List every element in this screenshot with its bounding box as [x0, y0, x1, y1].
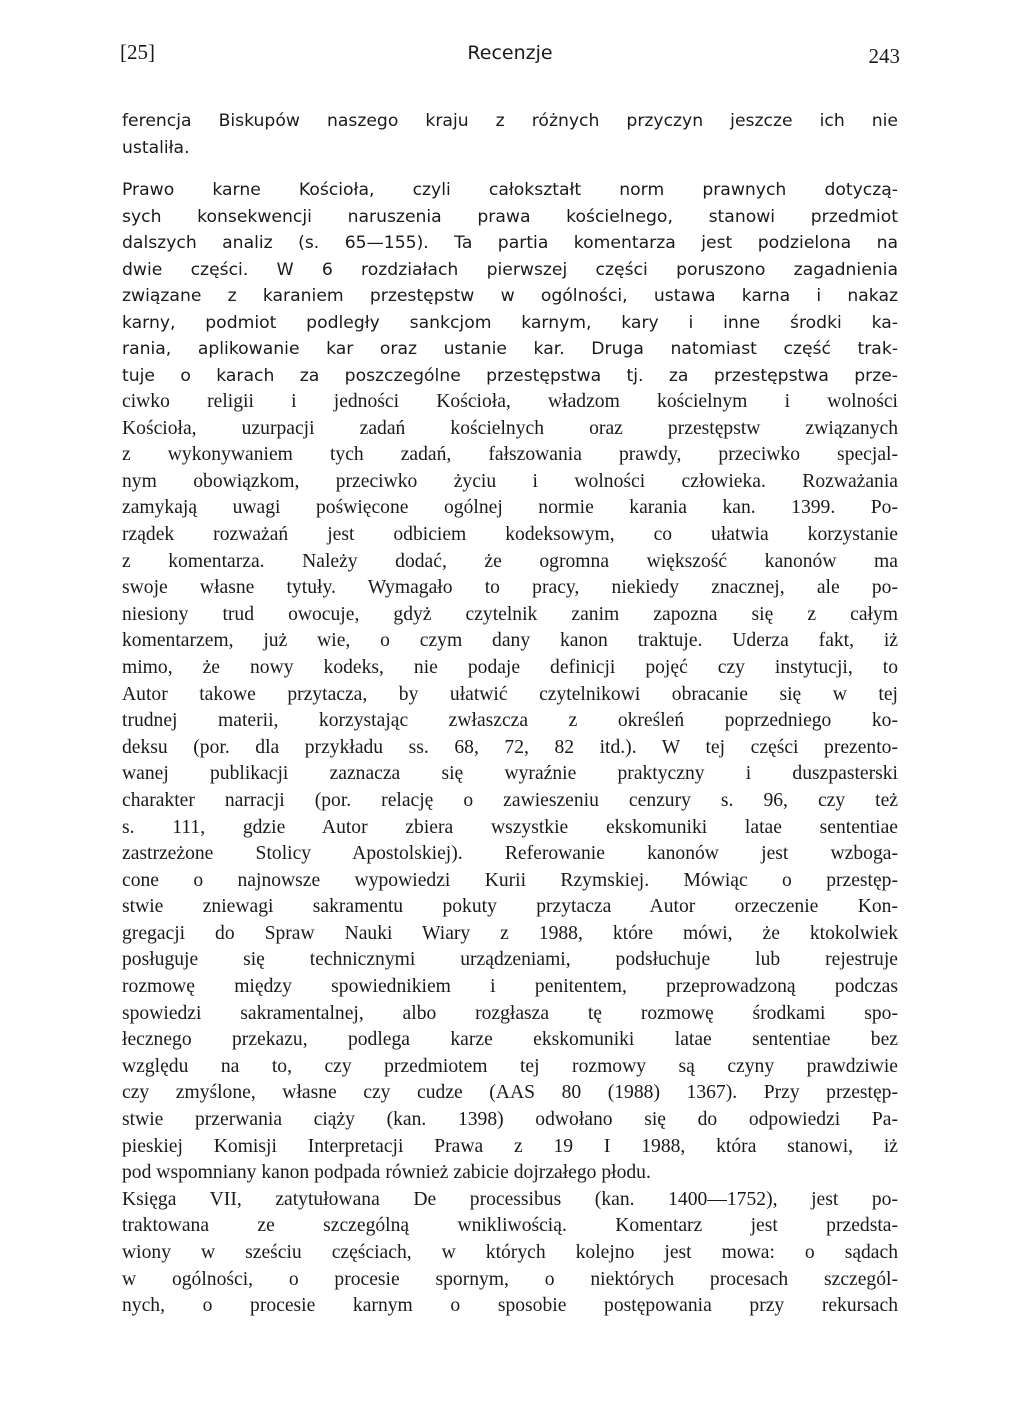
text-line: pieskiej Komisji Interpretacji Prawa z 19 I 1988, która stanowi, iż [122, 1135, 898, 1157]
text-line: gregacji do Spraw Nauki Wiary z 1988, które mówi, że ktokolwiek [122, 922, 898, 944]
text-line: dwie części. W 6 rozdziałach pierwszej części poruszono zagadnienia [122, 259, 898, 280]
text-line: charakter narracji (por. relację o zawieszeniu cenzury s. 96, czy też [122, 789, 898, 811]
text-line: pod wspomniany kanon podpada również zabicie dojrzałego płodu. [122, 1162, 651, 1184]
text-line: wiony w sześciu częściach, w których kolejno jest mowa: o sądach [122, 1242, 898, 1263]
running-title: Recenzje [467, 42, 553, 64]
text-line: trudnej materii, korzystając zwłaszcza z określeń poprzedniego ko- [122, 710, 898, 732]
text-line: ferencja Biskupów naszego kraju z różnych przyczyn jeszcze ich nie [122, 111, 898, 131]
text-line: ciwko religii i jedności Kościoła, władzom kościelnym i wolności [122, 391, 898, 412]
text-line: Kościoła, uzurpacji zadań kościelnych oraz przestępstw związanych [122, 417, 898, 439]
text-line: zastrzeżone Stolicy Apostolskiej). Referowanie kanonów jest wzboga- [122, 843, 898, 865]
text-line: rządek rozważań jest odbiciem kodeksowym, co ułatwia korzystanie [122, 523, 898, 545]
text-line: stwie przerwania ciąży (kan. 1398) odwołano się do odpowiedzi Pa- [122, 1109, 898, 1131]
paragraph-sans [122, 108, 898, 389]
text-line: posługuje się technicznymi urządzeniami, podsłuchuje lub rejestruje [122, 949, 898, 971]
text-line: względu na to, czy przedmiotem tej rozmowy są czyny prawdziwie [122, 1055, 898, 1077]
text-line: s. 111, gdzie Autor zbiera wszystkie ekskomuniki latae sententiae [122, 816, 898, 838]
text-line: mimo, że nowy kodeks, nie podaje definicji pojęć czy instytucji, to [122, 656, 898, 678]
text-line: rania, aplikowanie kar oraz ustanie kar. Druga natomiast część trak- [122, 339, 898, 359]
text-line: związane z karaniem przestępstw w ogólności, ustawa karna i nakaz [122, 286, 898, 306]
text-line: komentarzem, już wie, o czym dany kanon traktuje. Uderza fakt, iż [122, 630, 898, 652]
text-line: w ogólności, o procesie spornym, o niektórych procesach szczegól- [122, 1268, 898, 1290]
text-line: deksu (por. dla przykładu ss. 68, 72, 82 itd.). W tej części prezento- [122, 736, 898, 758]
text-line: swoje własne tytuły. Wymagało to pracy, niekiedy znacznej, ale po- [122, 577, 898, 599]
text-line: z wykonywaniem tych zadań, fałszowania prawdy, przeciwko specjal- [122, 444, 898, 466]
text-line: dalszych analiz (s. 65—155). Ta partia komentarza jest podzielona na [122, 233, 898, 253]
text-line: ustaliła. [122, 137, 190, 158]
text-line: cone o najnowsze wypowiedzi Kurii Rzymskiej. Mówiąc o przestęp- [122, 869, 898, 891]
text-line: tuje o karach za poszczególne przestępstwa tj. za przestępstwa prze- [122, 365, 898, 386]
text-line: z komentarza. Należy dodać, że ogromna większość kanonów ma [122, 550, 898, 572]
text-line: wanej publikacji zaznacza się wyraźnie praktyczny i duszpasterski [122, 763, 898, 785]
page-number: 243 [868, 44, 900, 68]
page-header [120, 40, 900, 76]
text-line: rozmowę między spowiednikiem i penitentem, przeprowadzoną podczas [122, 976, 898, 998]
text-line: niesiony trud owocuje, gdyż czytelnik zanim zapozna się z całym [122, 603, 898, 625]
text-line: Prawo karne Kościoła, czyli całokształt norm prawnych dotyczą- [122, 180, 898, 200]
text-line: spowiedzi sakramentalnej, albo rozgłasza tę rozmowę środkami spo- [122, 1002, 898, 1024]
text-line: karny, podmiot podległy sankcjom karnym, kary i inne środki ka- [122, 312, 898, 333]
text-line: czy zmyślone, własne czy cudze (AAS 80 (1988) 1367). Przy przestęp- [122, 1082, 898, 1104]
text-line: Księga VII, zatytułowana De processibus (kan. 1400—1752), jest po- [122, 1188, 898, 1210]
text-line: sych konsekwencji naruszenia prawa kościelnego, stanowi przedmiot [122, 206, 898, 227]
text-line: traktowana ze szczególną wnikliwością. Komentarz jest przedsta- [122, 1215, 898, 1237]
text-line: Autor takowe przytacza, by ułatwić czytelnikowi obracanie się w tej [122, 683, 898, 705]
text-line: nych, o procesie karnym o sposobie postępowania przy rekursach [122, 1295, 898, 1317]
article-body [122, 108, 898, 1320]
section-number: [25] [120, 40, 155, 64]
text-line: łecznego przekazu, podlega karze ekskomuniki latae sententiae bez [122, 1029, 898, 1051]
text-line: zamykają uwagi poświęcone ogólnej normie karania kan. 1399. Po- [122, 497, 898, 519]
text-line: stwie zniewagi sakramentu pokuty przytacza Autor orzeczenie Kon- [122, 896, 898, 918]
paragraph-gap [122, 161, 898, 177]
text-line: nym obowiązkom, przeciwko życiu i wolności człowieka. Rozważania [122, 470, 898, 492]
paragraph-serif [122, 389, 898, 1320]
